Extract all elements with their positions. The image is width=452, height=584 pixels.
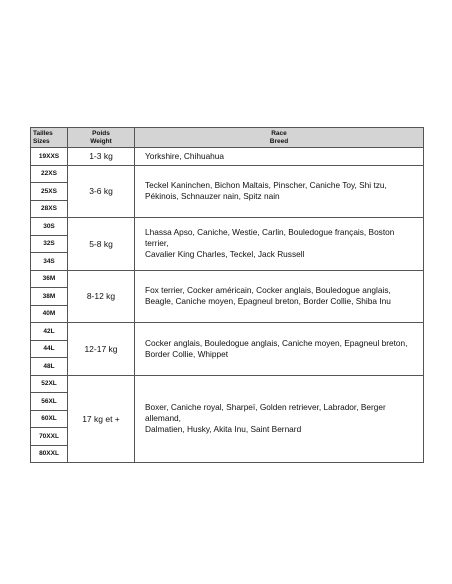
size-cell: 56XL [31,393,68,411]
size-cell: 48L [31,358,68,376]
size-cell: 80XXL [31,445,68,463]
header-size [31,128,68,148]
size-cell: 19XXS [31,148,68,166]
breed-line: Dalmatien, Husky, Akita Inu, Saint Bernard [145,424,302,435]
size-cell: 32S [31,235,68,253]
size-cell: 28XS [31,200,68,218]
size-cell: 30S [31,218,68,236]
header-weight-en: Weight [90,137,112,145]
breed-line: Boxer, Caniche royal, Sharpeï, Golden retriever, Labrador, Berger allemand, [145,402,386,424]
weight-cell: 12-17 kg [68,323,135,376]
breed-line: Teckel Kaninchen, Bichon Maltais, Pinscher, Caniche Toy, Shi tzu, [145,180,387,191]
breed-line: Cavalier King Charles, Teckel, Jack Russell [145,249,305,260]
table-row [31,165,424,183]
breed-cell [135,375,424,463]
breed-cell [135,165,424,218]
size-chart-table [30,127,424,463]
breed-line: Beagle, Caniche moyen, Epagneul breton, Border Collie, Shiba Inu [145,296,391,307]
table-body [31,148,424,463]
header-breed-fr: Race [271,129,287,137]
table-header [31,128,424,148]
table-row [31,148,424,166]
header-weight [68,128,135,148]
header-breed-en: Breed [269,137,289,145]
weight-cell: 17 kg et + [68,375,135,463]
breed-line: Lhassa Apso, Caniche, Westie, Carlin, Bouledogue français, Boston terrier, [145,227,395,249]
weight-cell: 8-12 kg [68,270,135,323]
header-breed [135,128,424,148]
weight-cell: 5-8 kg [68,218,135,271]
breed-cell [135,218,424,271]
size-cell: 38M [31,288,68,306]
size-cell: 52XL [31,375,68,393]
size-cell: 40M [31,305,68,323]
size-cell: 42L [31,323,68,341]
size-cell: 22XS [31,165,68,183]
breed-line: Pékinois, Schnauzer nain, Spitz nain [145,191,280,202]
breed-cell [135,323,424,376]
size-cell: 34S [31,253,68,271]
breed-line: Border Collie, Whippet [145,348,229,359]
header-weight-fr: Poids [92,129,110,137]
breed-line: Fox terrier, Cocker américain, Cocker anglais, Bouledogue anglais, [145,285,391,296]
breed-line: Cocker anglais, Bouledogue anglais, Caniche moyen, Epagneul breton, [145,337,408,348]
size-cell: 60XL [31,410,68,428]
size-cell: 44L [31,340,68,358]
breed-cell [135,270,424,323]
table-row [31,270,424,288]
size-cell: 36M [31,270,68,288]
size-cell: 70XXL [31,428,68,446]
breed-cell [135,148,424,166]
breed-line: Yorkshire, Chihuahua [145,150,225,161]
header-size-en: Sizes [33,137,50,145]
table-row [31,375,424,393]
weight-cell: 1-3 kg [68,148,135,166]
size-cell: 25XS [31,183,68,201]
header-size-fr: Tailles [33,129,53,137]
table-row [31,323,424,341]
header-row [31,128,424,148]
weight-cell: 3-6 kg [68,165,135,218]
table-row [31,218,424,236]
